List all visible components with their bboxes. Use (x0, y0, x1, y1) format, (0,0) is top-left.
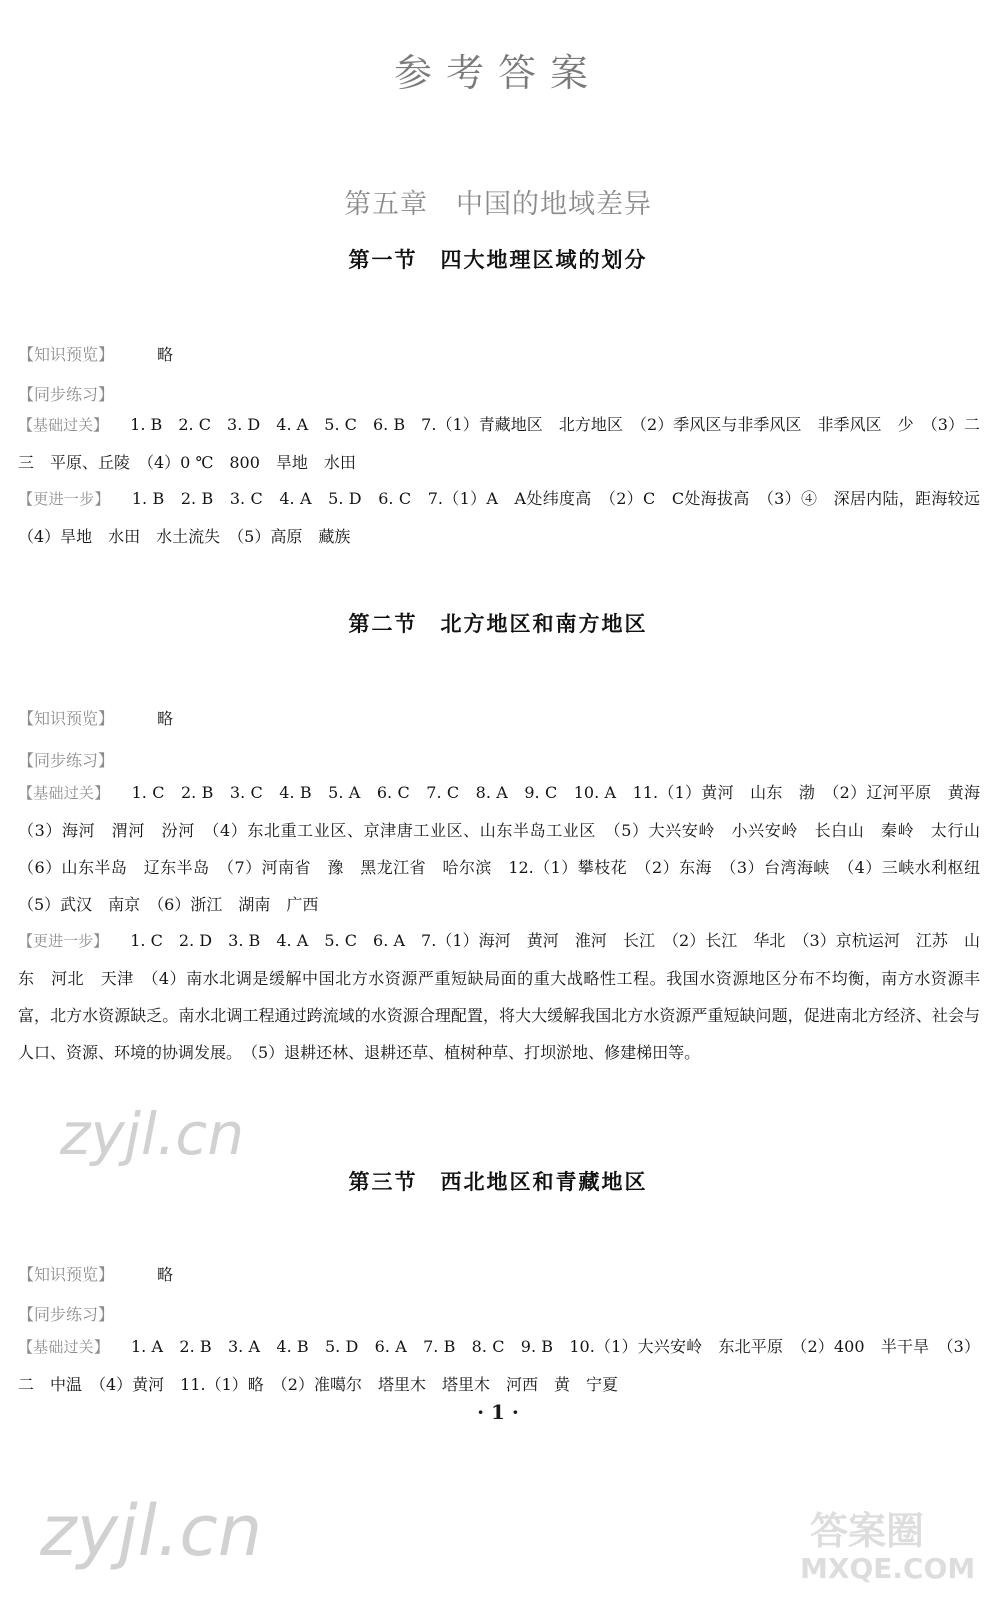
basic-answers: 1. A 2. B 3. A 4. B 5. D 6. A 7. B 8. C 9. B 10.（1）大兴安岭 东北平原 （2）400 半干旱 （3）二 中温 （4）黄河 11.（1）略 （2）准噶尔 塔里木 塔里木 河西 黄 宁夏 (18, 1337, 980, 1394)
advance-answers: 1. B 2. B 3. C 4. A 5. D 6. C 7.（1）A A处纬度高 （2）C C处海拔高 （3）④ 深居内陆，距海较远 （4）旱地 水田 水土流失 （5）高原 藏族 (18, 489, 996, 546)
basic-block (18, 1328, 980, 1403)
preview-tag: 【知识预览】 (18, 709, 115, 728)
page-title: 参考答案 (393, 51, 602, 95)
basic-tag: 【基础过关】 (18, 784, 110, 802)
section-title: 第三节 西北地区和青藏地区 (348, 1169, 648, 1194)
advance-block (18, 922, 980, 1071)
watermark: zyjl.cn (60, 1100, 245, 1168)
preview-tag: 【知识预览】 (18, 1265, 115, 1284)
practice-label: 【同步练习】 (18, 751, 115, 770)
preview-row (18, 1262, 173, 1285)
section-title: 第二节 北方地区和南方地区 (348, 611, 648, 636)
practice-tag (18, 748, 152, 771)
preview-row (18, 342, 173, 365)
advance-tag: 【更进一步】 (18, 932, 109, 950)
practice-tag (18, 382, 152, 405)
basic-tag: 【基础过关】 (18, 1338, 109, 1356)
preview-row (18, 706, 173, 729)
practice-tag (18, 1302, 152, 1325)
section-title: 第一节 四大地理区域的划分 (348, 247, 648, 272)
basic-answers: 1. B 2. C 3. D 4. A 5. C 6. B 7.（1）青藏地区 北方地区 （2）季风区与非季风区 非季风区 少 （3）二 三 平原、丘陵 （4）0 ℃ 800 旱地 水田 (18, 415, 996, 472)
chapter-title: 第五章 中国的地域差异 (344, 189, 652, 220)
preview-text: 略 (157, 709, 174, 728)
basic-tag: 【基础过关】 (18, 416, 109, 434)
advance-block (18, 480, 996, 555)
watermark: MXQE.COM (800, 1552, 976, 1585)
basic-answers: 1. C 2. B 3. C 4. B 5. A 6. C 7. C 8. A 9. C 10. A 11.（1）黄河 山东 渤 （2）辽河平原 黄海 （3）海河 渭河 汾河 （4）东北重工业区、京津唐工业区、山东半岛工业区 （5）大兴安岭 小兴安岭 长白山 秦岭 太行山 （6）山东半岛 辽东半岛 （7）河南省 豫 黑龙江省 哈尔滨 12.（1）攀枝花 （2）东海 （3）台湾海峡 （4）三峡水利枢纽 （5）武汉 南京 （6）浙江 湖南 广西 (18, 783, 996, 914)
preview-text: 略 (157, 1265, 174, 1284)
basic-block (18, 406, 996, 481)
practice-label: 【同步练习】 (18, 385, 115, 404)
basic-block (18, 774, 996, 923)
watermark: 答案圈 (810, 1509, 925, 1553)
preview-text: 略 (157, 345, 174, 364)
watermark: zyjl.cn (40, 1490, 263, 1572)
advance-tag: 【更进一步】 (18, 490, 110, 508)
page-number: · 1 · (477, 1400, 519, 1424)
practice-label: 【同步练习】 (18, 1305, 115, 1324)
preview-tag: 【知识预览】 (18, 345, 115, 364)
advance-answers: 1. C 2. D 3. B 4. A 5. C 6. A 7.（1）海河 黄河 淮河 长江 （2）长江 华北 （3）京杭运河 江苏 山东 河北 天津 （4）南水北调是缓解中国北方水资源严重短缺局面的重大战略性工程。我国水资源地区分布不均衡，南方水资源丰富，北方水资源缺乏。南水北调工程通过跨流域的水资源合理配置，将大大缓解我国北方水资源严重短缺问题，促进南北方经济、社会与人口、资源、环境的协调发展。 （5）退耕还林、退耕还草、植树种草、打坝淤地、修建梯田等。 (18, 931, 980, 1062)
